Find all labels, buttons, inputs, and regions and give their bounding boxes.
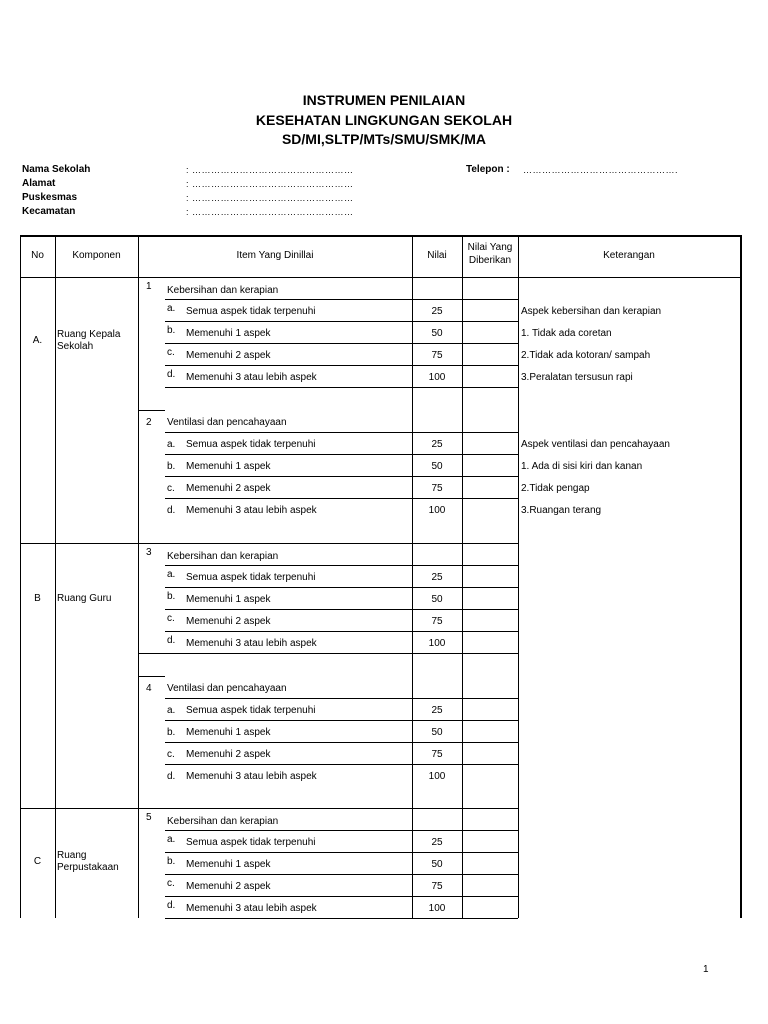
- item-text: Memenuhi 3 atau lebih aspek: [186, 372, 317, 383]
- item-row-rule: [165, 918, 518, 919]
- item-row-rule: [165, 321, 518, 322]
- item-letter: a.: [167, 439, 176, 450]
- table-top-border: [20, 235, 740, 237]
- keterangan-note: 3.Ruangan terang: [521, 505, 602, 516]
- doc-title-3: SD/MI,SLTP/MTs/SMU/SMK/MA: [281, 131, 487, 147]
- group-title-underline: [165, 830, 518, 831]
- item-text: Semua aspek tidak terpenuhi: [186, 837, 316, 848]
- section-komponen: Perpustakaan: [57, 862, 119, 873]
- section-number: B: [34, 593, 41, 604]
- item-nilai: 75: [431, 483, 443, 494]
- group-divider: [138, 410, 165, 411]
- group-title: Kebersihan dan kerapian: [167, 816, 279, 827]
- item-text: Semua aspek tidak terpenuhi: [186, 705, 316, 716]
- item-letter: d.: [167, 635, 176, 646]
- item-letter: c.: [167, 878, 175, 889]
- item-nilai: 25: [431, 306, 443, 317]
- table-column-rule: [138, 235, 139, 918]
- item-letter: a.: [167, 569, 176, 580]
- item-text: Memenuhi 2 aspek: [186, 749, 271, 760]
- item-text: Semua aspek tidak terpenuhi: [186, 306, 316, 317]
- group-title: Ventilasi dan pencahayaan: [167, 683, 287, 694]
- group-number: 3: [146, 547, 152, 558]
- section-komponen: Sekolah: [57, 341, 94, 352]
- keterangan-note: 3.Peralatan tersusun rapi: [521, 372, 633, 383]
- item-row-rule: [165, 874, 518, 875]
- group-title-underline: [165, 432, 518, 433]
- item-letter: c.: [167, 347, 175, 358]
- item-nilai: 100: [428, 505, 446, 516]
- table-header-bottom-border: [20, 277, 740, 278]
- group-title: Kebersihan dan kerapian: [167, 285, 279, 296]
- item-letter: b.: [167, 461, 176, 472]
- doc-title-1: INSTRUMEN PENILAIAN: [302, 92, 466, 108]
- keterangan-note: Aspek kebersihan dan kerapian: [521, 306, 662, 317]
- doc-title-2: KESEHATAN LINGKUNGAN SEKOLAH: [255, 112, 513, 128]
- page-number: 1: [703, 964, 709, 975]
- item-text: Memenuhi 3 atau lebih aspek: [186, 903, 317, 914]
- item-letter: a.: [167, 834, 176, 845]
- item-nilai: 25: [431, 572, 443, 583]
- item-nilai: 75: [431, 881, 443, 892]
- item-nilai: 25: [431, 837, 443, 848]
- item-letter: d.: [167, 900, 176, 911]
- item-row-rule: [165, 343, 518, 344]
- section-divider: [20, 808, 138, 809]
- item-text: Memenuhi 2 aspek: [186, 616, 271, 627]
- header-nilai-diberikan: Nilai Yang: [467, 242, 513, 253]
- item-nilai: 50: [431, 859, 443, 870]
- group-title: Kebersihan dan kerapian: [167, 551, 279, 562]
- item-letter: a.: [167, 303, 176, 314]
- item-text: Memenuhi 2 aspek: [186, 483, 271, 494]
- field-label-telepon: Telepon :: [466, 164, 510, 175]
- item-nilai: 50: [431, 727, 443, 738]
- header-nilai-diberikan: Diberikan: [468, 255, 512, 266]
- group-number: 4: [146, 683, 152, 694]
- item-letter: c.: [167, 613, 175, 624]
- item-row-rule: [165, 476, 518, 477]
- item-letter: d.: [167, 505, 176, 516]
- item-nilai: 100: [428, 638, 446, 649]
- section-number: A.: [32, 335, 43, 346]
- item-letter: b.: [167, 325, 176, 336]
- header-keterangan: Keterangan: [603, 250, 655, 261]
- item-nilai: 50: [431, 594, 443, 605]
- table-column-rule: [55, 235, 56, 918]
- table-column-rule: [518, 235, 519, 918]
- item-letter: b.: [167, 856, 176, 867]
- item-text: Semua aspek tidak terpenuhi: [186, 439, 316, 450]
- item-nilai: 75: [431, 749, 443, 760]
- item-text: Memenuhi 3 atau lebih aspek: [186, 505, 317, 516]
- table-right-border: [740, 235, 742, 918]
- section-komponen: Ruang Kepala: [57, 329, 121, 340]
- section-komponen: Ruang: [57, 850, 87, 861]
- group-divider: [138, 676, 165, 677]
- item-letter: a.: [167, 705, 176, 716]
- table-column-rule: [462, 235, 463, 918]
- item-letter: b.: [167, 591, 176, 602]
- item-text: Memenuhi 1 aspek: [186, 727, 271, 738]
- group-number: 1: [146, 281, 152, 292]
- header-komponen: Komponen: [72, 250, 121, 261]
- item-row-rule: [165, 454, 518, 455]
- item-text: Memenuhi 1 aspek: [186, 461, 271, 472]
- item-nilai: 25: [431, 705, 443, 716]
- item-text: Memenuhi 3 atau lebih aspek: [186, 771, 317, 782]
- item-nilai: 100: [428, 903, 446, 914]
- item-row-rule: [165, 365, 518, 366]
- item-letter: c.: [167, 749, 175, 760]
- group-divider: [138, 543, 518, 544]
- section-number: C: [33, 856, 42, 867]
- keterangan-note: 2.Tidak ada kotoran/ sampah: [521, 350, 651, 361]
- group-number: 5: [146, 812, 152, 823]
- item-row-rule: [165, 653, 518, 654]
- group-number: 2: [146, 417, 152, 428]
- header-no: No: [31, 250, 44, 261]
- group-divider: [138, 808, 518, 809]
- field-dots-nama-sekolah: : ……………………………………………: [186, 165, 354, 175]
- item-text: Memenuhi 3 atau lebih aspek: [186, 638, 317, 649]
- item-letter: d.: [167, 771, 176, 782]
- group-title-underline: [165, 565, 518, 566]
- item-row-rule: [165, 896, 518, 897]
- group-title-underline: [165, 299, 518, 300]
- field-dots-alamat: : ……………………………………………: [186, 179, 354, 189]
- section-divider: [20, 543, 138, 544]
- item-nilai: 75: [431, 616, 443, 627]
- item-nilai: 75: [431, 350, 443, 361]
- item-row-rule: [165, 764, 518, 765]
- header-nilai: Nilai: [427, 250, 447, 261]
- item-row-rule: [165, 498, 518, 499]
- field-label-nama-sekolah: Nama Sekolah: [22, 164, 91, 175]
- item-nilai: 100: [428, 372, 446, 383]
- item-nilai: 25: [431, 439, 443, 450]
- item-row-rule: [165, 609, 518, 610]
- item-text: Semua aspek tidak terpenuhi: [186, 572, 316, 583]
- field-label-alamat: Alamat: [22, 178, 56, 189]
- item-letter: c.: [167, 483, 175, 494]
- field-dots-puskesmas: : ……………………………………………: [186, 193, 354, 203]
- field-dots-kecamatan: : ……………………………………………: [186, 207, 354, 217]
- item-row-rule: [165, 587, 518, 588]
- group-title-underline: [165, 698, 518, 699]
- item-nilai: 50: [431, 328, 443, 339]
- section-komponen: Ruang Guru: [57, 593, 112, 604]
- item-nilai: 100: [428, 771, 446, 782]
- field-dots-telepon: ………………………………………….: [523, 165, 679, 175]
- item-text: Memenuhi 1 aspek: [186, 594, 271, 605]
- keterangan-note: Aspek ventilasi dan pencahayaan: [521, 439, 670, 450]
- item-text: Memenuhi 2 aspek: [186, 350, 271, 361]
- item-text: Memenuhi 1 aspek: [186, 859, 271, 870]
- item-text: Memenuhi 1 aspek: [186, 328, 271, 339]
- item-row-rule: [165, 387, 518, 388]
- item-row-rule: [165, 720, 518, 721]
- group-title: Ventilasi dan pencahayaan: [167, 417, 287, 428]
- field-label-puskesmas: Puskesmas: [22, 192, 78, 203]
- item-letter: d.: [167, 369, 176, 380]
- group-divider: [138, 653, 165, 654]
- keterangan-note: 1. Ada di sisi kiri dan kanan: [521, 461, 643, 472]
- item-row-rule: [165, 852, 518, 853]
- keterangan-note: 1. Tidak ada coretan: [521, 328, 612, 339]
- item-letter: b.: [167, 727, 176, 738]
- keterangan-note: 2.Tidak pengap: [521, 483, 590, 494]
- item-nilai: 50: [431, 461, 443, 472]
- field-label-kecamatan: Kecamatan: [22, 206, 76, 217]
- item-text: Memenuhi 2 aspek: [186, 881, 271, 892]
- item-row-rule: [165, 631, 518, 632]
- item-row-rule: [165, 742, 518, 743]
- header-item: Item Yang Dinillai: [236, 250, 314, 261]
